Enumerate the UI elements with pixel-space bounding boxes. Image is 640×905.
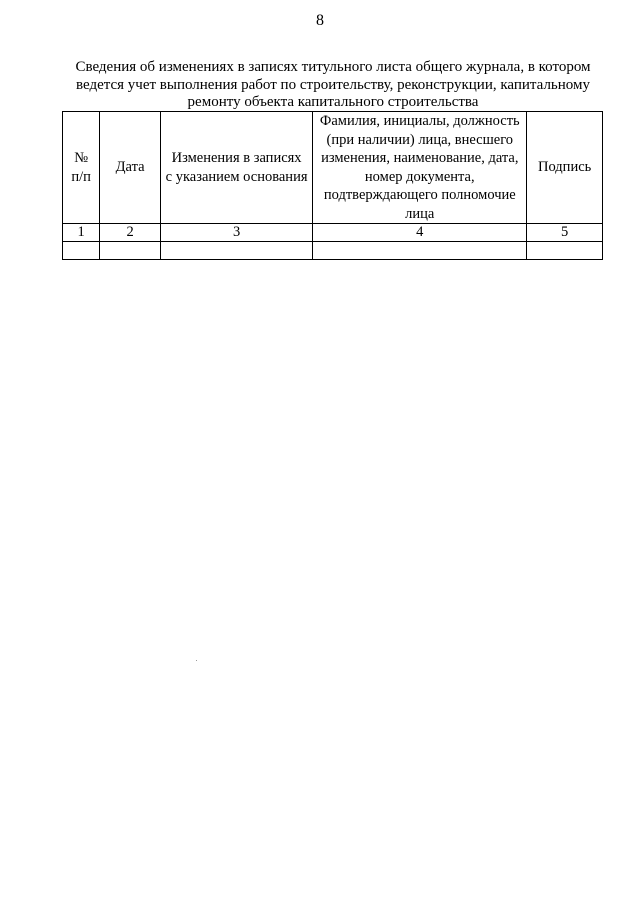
column-number: 2 xyxy=(100,224,161,242)
header-line: (при наличии) лица, внесшего xyxy=(326,131,514,148)
table-cell xyxy=(63,242,100,260)
header-line: Дата xyxy=(115,159,145,176)
header-line: изменения, наименование, дата, xyxy=(321,150,519,166)
column-number-row xyxy=(63,224,603,242)
header-line: номер документа, xyxy=(364,168,475,185)
header-line: № xyxy=(74,150,89,166)
header-changes xyxy=(160,112,312,224)
document-title xyxy=(62,59,604,112)
table-row xyxy=(63,242,603,260)
table-cell xyxy=(313,242,527,260)
column-number: 5 xyxy=(527,224,603,242)
header-line: Фамилия, инициалы, должность xyxy=(319,113,520,129)
table-cell xyxy=(160,242,312,260)
title-line: ремонту объекта капитального строительства xyxy=(187,94,479,110)
column-number: 1 xyxy=(63,224,100,242)
header-line: с указанием основания xyxy=(165,168,308,185)
header-line: п/п xyxy=(71,168,91,185)
table-cell xyxy=(527,242,603,260)
header-number xyxy=(63,112,100,224)
header-row xyxy=(63,112,603,224)
header-line: Изменения в записях xyxy=(171,150,302,166)
header-signature xyxy=(527,112,603,224)
header-line: подтверждающего полномочие xyxy=(323,187,516,203)
header-line: лица xyxy=(405,205,435,222)
scan-speck xyxy=(196,660,197,661)
page-number: 8 xyxy=(316,12,324,29)
title-line: ведется учет выполнения работ по строительству, реконструкции, капитальному xyxy=(75,76,591,93)
header-date xyxy=(100,112,161,224)
table-cell xyxy=(100,242,161,260)
changes-table xyxy=(62,111,603,260)
header-person xyxy=(313,112,527,224)
header-line: Подпись xyxy=(538,159,592,176)
title-line: Сведения об изменениях в записях титульного листа общего журнала, в котором xyxy=(75,59,591,75)
column-number: 4 xyxy=(313,224,527,242)
column-number: 3 xyxy=(160,224,312,242)
